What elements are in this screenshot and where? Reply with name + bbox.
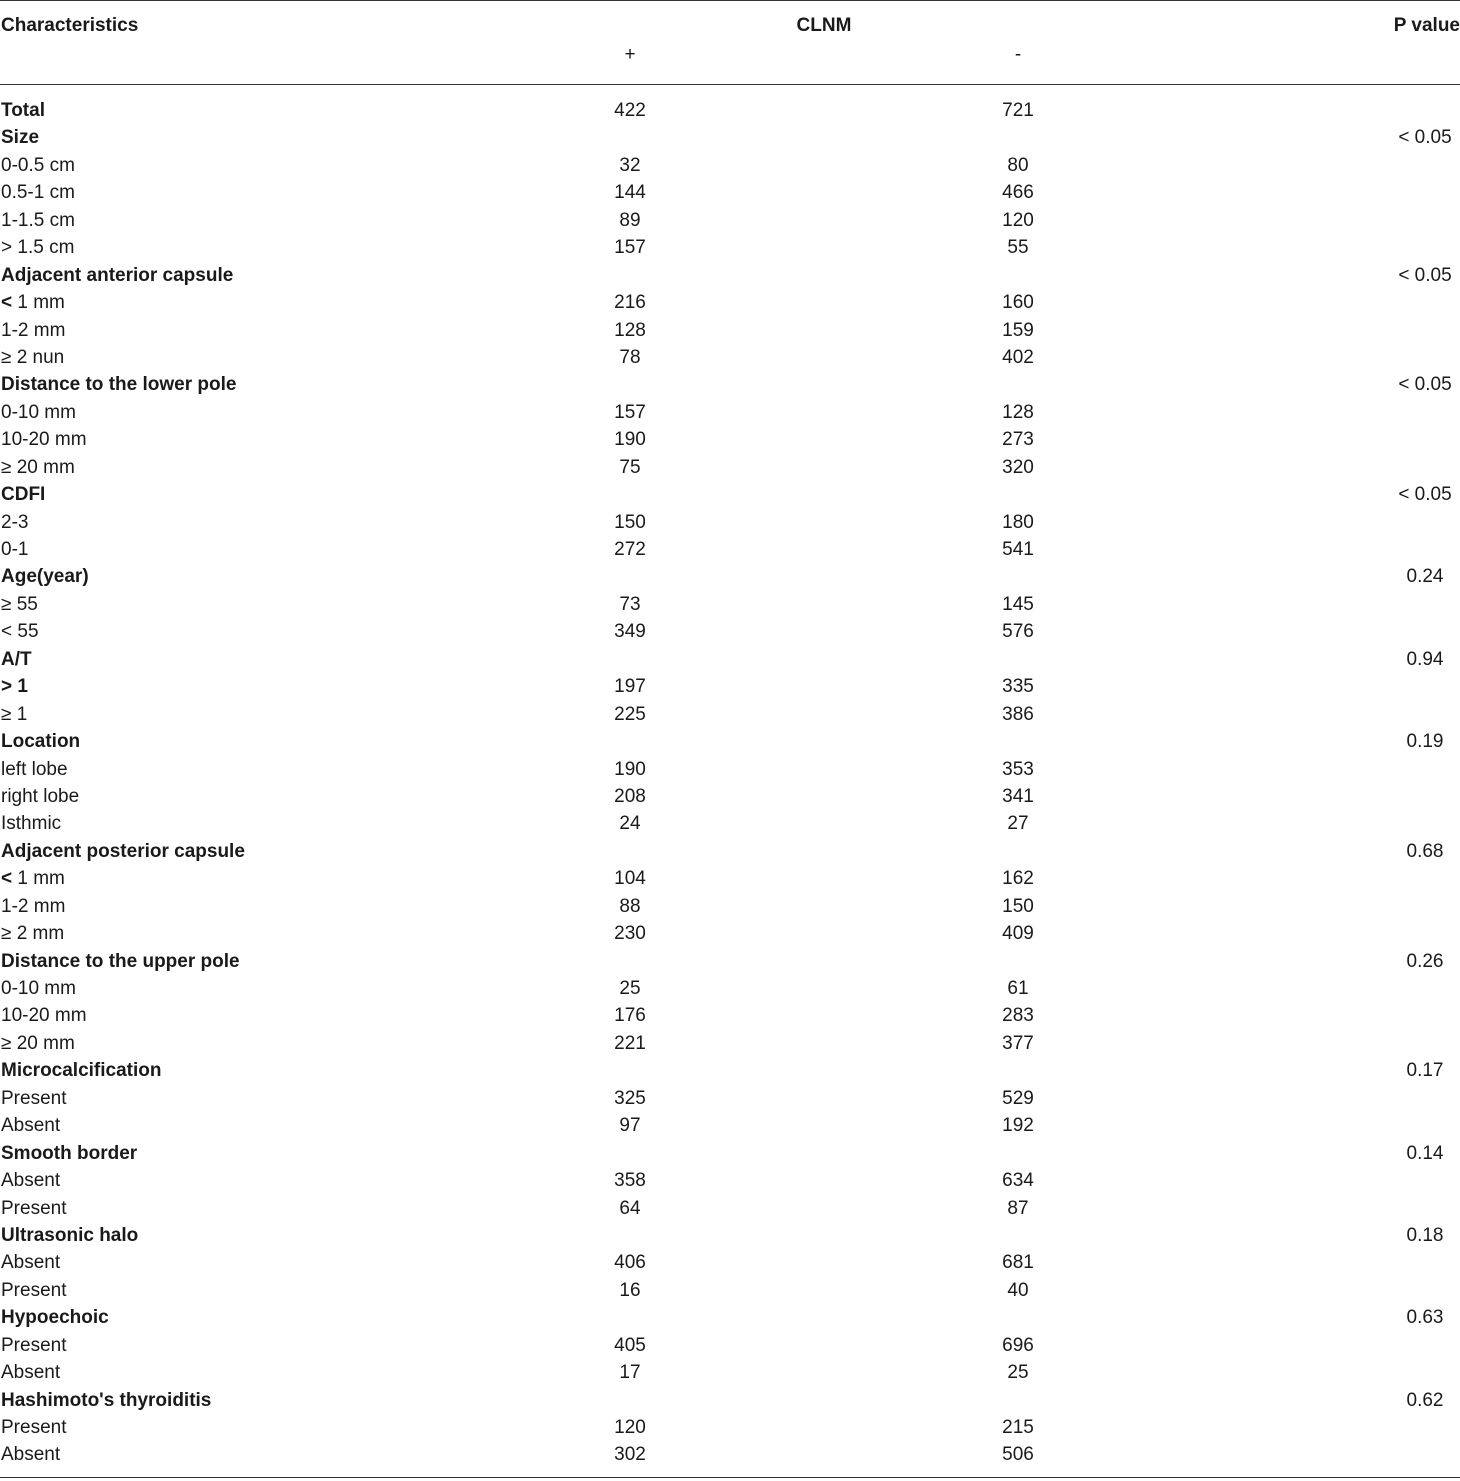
row-clnm-positive: 230	[614, 923, 646, 945]
table-group-row	[0, 262, 1460, 289]
table-row	[0, 207, 1460, 234]
row-clnm-negative: 215	[1002, 1417, 1034, 1438]
row-label: ≥ 2 nun	[1, 346, 65, 368]
row-label: Adjacent anterior capsule	[1, 264, 234, 286]
row-clnm-negative: 576	[1002, 621, 1034, 643]
row-clnm-negative: 192	[1002, 1115, 1034, 1137]
table-row	[0, 1195, 1460, 1222]
row-clnm-negative: 61	[1007, 978, 1029, 999]
row-clnm-positive: 157	[614, 401, 646, 423]
row-p-value: 0.62	[1406, 1389, 1444, 1411]
row-label: Present	[1, 1417, 67, 1438]
row-label: 0-10 mm	[1, 978, 76, 999]
table-row	[0, 1359, 1460, 1386]
row-label: ≥ 2 mm	[1, 923, 65, 945]
row-clnm-negative: 386	[1002, 703, 1034, 725]
row-p-value: 0.63	[1406, 1307, 1444, 1329]
row-label: < 1 mm	[1, 292, 65, 314]
row-label: left lobe	[1, 758, 68, 780]
row-clnm-positive: 190	[614, 429, 646, 451]
row-clnm-positive: 64	[619, 1197, 641, 1219]
row-label: Present	[1, 1279, 67, 1301]
row-clnm-negative: 506	[1002, 1444, 1034, 1466]
row-label: Age(year)	[1, 566, 89, 588]
row-clnm-negative: 128	[1002, 401, 1034, 423]
row-clnm-negative: 696	[1002, 1334, 1034, 1356]
table-row	[0, 591, 1460, 618]
top-rule	[0, 0, 1460, 1]
row-label: Distance to the upper pole	[1, 950, 240, 972]
row-label: < 1 mm	[1, 868, 65, 890]
table-row	[0, 1332, 1460, 1359]
row-label: ≥ 20 mm	[1, 1032, 75, 1054]
table-group-row	[0, 728, 1460, 755]
row-clnm-positive: 216	[614, 292, 646, 314]
row-p-value: 0.14	[1406, 1142, 1444, 1164]
table-row	[0, 893, 1460, 920]
row-clnm-negative: 721	[1002, 100, 1034, 121]
row-clnm-positive: 197	[614, 676, 646, 698]
row-clnm-positive: 104	[614, 868, 646, 890]
header-clnm: CLNM	[796, 15, 852, 36]
table-row	[0, 1249, 1460, 1276]
row-label: Present	[1, 1197, 67, 1219]
row-clnm-positive: 120	[614, 1417, 646, 1438]
row-clnm-negative: 273	[1002, 429, 1034, 451]
table-row	[0, 1414, 1460, 1441]
bottom-rule	[0, 1477, 1460, 1478]
row-clnm-positive: 97	[619, 1115, 641, 1137]
row-clnm-negative: 402	[1002, 346, 1034, 368]
table-group-row	[0, 1140, 1460, 1167]
row-clnm-positive: 157	[614, 237, 646, 259]
row-clnm-negative: 150	[1002, 895, 1034, 917]
row-label: Ultrasonic halo	[1, 1224, 139, 1246]
header-row-secondary	[0, 41, 1460, 69]
header-row-primary	[0, 12, 1460, 40]
row-clnm-negative: 634	[1002, 1170, 1034, 1192]
table-group-row	[0, 1222, 1460, 1249]
row-label: 10-20 mm	[1, 1005, 87, 1027]
row-label: Microcalcification	[1, 1060, 162, 1082]
row-label: Absent	[1, 1170, 61, 1192]
row-clnm-positive: 25	[619, 978, 641, 999]
row-label: Present	[1, 1334, 67, 1356]
table-group-row	[0, 646, 1460, 673]
row-label: Total	[1, 100, 45, 121]
row-p-value: < 0.05	[1398, 484, 1452, 506]
row-label: > 1	[1, 676, 28, 698]
row-p-value: 0.24	[1406, 566, 1444, 588]
table-row	[0, 536, 1460, 563]
table-row	[0, 454, 1460, 481]
row-clnm-negative: 681	[1002, 1252, 1034, 1274]
row-clnm-negative: 160	[1002, 292, 1034, 314]
table-row	[0, 1112, 1460, 1139]
row-label: Location	[1, 731, 81, 753]
row-label: Smooth border	[1, 1142, 138, 1164]
table-group-row	[0, 1304, 1460, 1331]
table-group-row	[0, 481, 1460, 508]
row-clnm-negative: 87	[1007, 1197, 1029, 1219]
row-p-value: < 0.05	[1398, 264, 1452, 286]
row-label: Adjacent posterior capsule	[1, 840, 245, 862]
row-label: 0-1	[1, 539, 29, 560]
row-label: CDFI	[1, 484, 46, 506]
row-label: right lobe	[1, 785, 80, 807]
row-label: Absent	[1, 1252, 61, 1274]
row-clnm-positive: 78	[619, 346, 641, 368]
table-row	[0, 234, 1460, 261]
row-label: Hashimoto's thyroiditis	[1, 1389, 212, 1411]
row-clnm-negative: 55	[1007, 237, 1029, 259]
table-row	[0, 810, 1460, 837]
table-row	[0, 1085, 1460, 1112]
table-row	[0, 920, 1460, 947]
row-clnm-negative: 335	[1002, 676, 1034, 698]
row-p-value: 0.68	[1406, 840, 1444, 862]
row-clnm-negative: 80	[1007, 154, 1029, 176]
row-clnm-positive: 75	[619, 456, 641, 478]
row-clnm-negative: 320	[1002, 456, 1034, 478]
row-clnm-positive: 208	[614, 785, 646, 807]
row-clnm-positive: 349	[614, 621, 646, 643]
table-row	[0, 426, 1460, 453]
row-clnm-positive: 16	[619, 1279, 641, 1301]
row-p-value: 0.18	[1406, 1224, 1444, 1246]
table-row	[0, 701, 1460, 728]
row-clnm-positive: 405	[614, 1334, 646, 1356]
row-label: < 55	[1, 621, 39, 643]
table-row	[0, 317, 1460, 344]
row-label: 0.5-1 cm	[1, 182, 75, 204]
table-group-row	[0, 673, 1460, 700]
table-group-row	[0, 1387, 1460, 1414]
row-label: Absent	[1, 1444, 61, 1466]
row-clnm-positive: 190	[614, 758, 646, 780]
row-clnm-negative: 145	[1002, 593, 1034, 615]
table-body	[0, 97, 1460, 1469]
row-clnm-negative: 529	[1002, 1087, 1034, 1109]
row-label: 1-2 mm	[1, 319, 66, 341]
row-label: Size	[1, 127, 40, 149]
table-group-row	[0, 838, 1460, 865]
table-row	[0, 289, 1460, 316]
row-clnm-positive: 17	[619, 1362, 641, 1384]
row-p-value: < 0.05	[1398, 374, 1452, 396]
row-clnm-positive: 150	[614, 511, 646, 533]
row-p-value: 0.26	[1406, 950, 1444, 972]
row-clnm-negative: 353	[1002, 758, 1034, 780]
row-clnm-positive: 302	[614, 1444, 646, 1466]
header-rule	[0, 84, 1460, 85]
table-row	[0, 1030, 1460, 1057]
row-label: ≥ 55	[1, 593, 38, 615]
row-p-value: 0.19	[1406, 731, 1444, 753]
table-row	[0, 509, 1460, 536]
table-row	[0, 152, 1460, 179]
table-row	[0, 344, 1460, 371]
row-p-value: 0.94	[1406, 648, 1444, 670]
row-clnm-negative: 120	[1002, 209, 1034, 231]
row-clnm-negative: 377	[1002, 1032, 1034, 1054]
row-clnm-negative: 466	[1002, 182, 1034, 204]
table-group-row	[0, 124, 1460, 151]
row-clnm-negative: 162	[1002, 868, 1034, 890]
row-label: 0-10 mm	[1, 401, 76, 423]
row-clnm-negative: 409	[1002, 923, 1034, 945]
row-label: 1-2 mm	[1, 895, 66, 917]
table-row	[0, 179, 1460, 206]
row-label: 2-3	[1, 511, 29, 533]
row-clnm-positive: 406	[614, 1252, 646, 1274]
table-row	[0, 618, 1460, 645]
row-clnm-positive: 176	[614, 1005, 646, 1027]
row-clnm-positive: 73	[619, 593, 641, 615]
row-clnm-negative: 159	[1002, 319, 1034, 341]
row-label: Absent	[1, 1362, 61, 1384]
row-clnm-negative: 341	[1002, 785, 1034, 807]
row-clnm-negative: 541	[1002, 539, 1034, 560]
row-clnm-positive: 144	[614, 182, 646, 204]
table-row	[0, 783, 1460, 810]
row-clnm-positive: 221	[614, 1032, 646, 1054]
table-row	[0, 975, 1460, 1002]
row-label: ≥ 20 mm	[1, 456, 75, 478]
row-label: Isthmic	[1, 813, 62, 835]
row-clnm-negative: 25	[1007, 1362, 1029, 1384]
row-clnm-positive: 88	[619, 895, 641, 917]
table-group-row	[0, 563, 1460, 590]
header-clnm-negative: -	[1014, 44, 1022, 65]
row-clnm-positive: 272	[614, 539, 646, 560]
row-label: Hypoechoic	[1, 1307, 109, 1329]
table-row	[0, 865, 1460, 892]
row-label: 1-1.5 cm	[1, 209, 75, 231]
table-row	[0, 756, 1460, 783]
row-clnm-positive: 325	[614, 1087, 646, 1109]
table-row	[0, 1441, 1460, 1468]
table-group-row	[0, 97, 1460, 124]
header-clnm-positive: +	[624, 44, 636, 65]
table-row	[0, 1002, 1460, 1029]
row-label: Absent	[1, 1115, 61, 1137]
row-label: Present	[1, 1087, 67, 1109]
row-p-value: < 0.05	[1398, 127, 1452, 149]
row-clnm-positive: 225	[614, 703, 646, 725]
table-row	[0, 399, 1460, 426]
row-clnm-negative: 40	[1007, 1279, 1029, 1301]
row-clnm-negative: 283	[1002, 1005, 1034, 1027]
table-row	[0, 1277, 1460, 1304]
row-clnm-positive: 422	[614, 100, 646, 121]
table-group-row	[0, 371, 1460, 398]
row-label: > 1.5 cm	[1, 237, 75, 259]
row-label: Distance to the lower pole	[1, 374, 237, 396]
row-clnm-positive: 358	[614, 1170, 646, 1192]
row-label: 0-0.5 cm	[1, 154, 75, 176]
row-clnm-positive: 128	[614, 319, 646, 341]
row-label: ≥ 1	[1, 703, 28, 725]
row-clnm-negative: 27	[1007, 813, 1029, 835]
row-p-value: 0.17	[1406, 1060, 1444, 1082]
row-clnm-positive: 32	[619, 154, 641, 176]
row-label: 10-20 mm	[1, 429, 87, 451]
header-characteristics: Characteristics	[1, 15, 139, 36]
row-clnm-positive: 24	[619, 813, 641, 835]
table-group-row	[0, 948, 1460, 975]
row-clnm-negative: 180	[1002, 511, 1034, 533]
row-clnm-positive: 89	[619, 209, 641, 231]
row-label: A/T	[1, 648, 32, 670]
header-p-value: P value	[1393, 15, 1460, 36]
table-row	[0, 1167, 1460, 1194]
table-group-row	[0, 1057, 1460, 1084]
